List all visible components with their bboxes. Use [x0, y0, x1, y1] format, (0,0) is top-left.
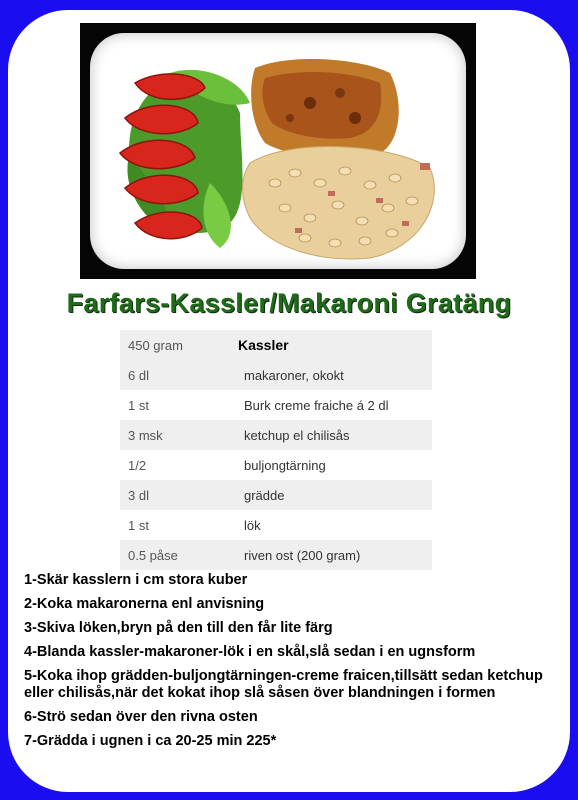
instruction-step: 3-Skiva löken,bryn på den till den får lite färg — [24, 620, 333, 636]
ingredient-quantity: 6 dl — [128, 368, 149, 383]
ingredient-row — [120, 390, 432, 420]
ingredient-quantity: 0.5 påse — [128, 548, 178, 563]
ingredient-quantity: 3 msk — [128, 428, 163, 443]
instruction-step: 4-Blanda kassler-makaroner-lök i en skål,slå sedan i en ugnsform — [24, 644, 476, 660]
ingredient-row — [120, 510, 432, 540]
ingredient-quantity: 1 st — [128, 398, 149, 413]
ingredient-name: Burk creme fraiche á 2 dl — [244, 398, 389, 413]
dish-photo — [80, 23, 476, 279]
ingredient-name: lök — [244, 518, 261, 533]
food-illustration — [90, 33, 466, 269]
ingredient-row — [120, 420, 432, 450]
plate — [90, 33, 466, 269]
ingredient-quantity: 450 gram — [128, 338, 183, 353]
ingredient-row — [120, 360, 432, 390]
instruction-step: 7-Grädda i ugnen i ca 20-25 min 225* — [24, 733, 277, 749]
ingredient-row — [120, 450, 432, 480]
ingredient-row — [120, 330, 432, 360]
ingredients-table — [120, 330, 432, 570]
ingredient-quantity: 3 dl — [128, 488, 149, 503]
ingredient-name: riven ost (200 gram) — [244, 548, 361, 563]
ingredient-name: ketchup el chilisås — [244, 428, 350, 443]
ingredient-name: makaroner, okokt — [244, 368, 344, 383]
ingredient-quantity: 1 st — [128, 518, 149, 533]
instruction-step: 1-Skär kasslern i cm stora kuber — [24, 572, 248, 588]
ingredient-name: grädde — [244, 488, 285, 503]
instructions — [24, 572, 554, 757]
recipe-title: Farfars-Kassler/Makaroni Gratäng — [66, 288, 512, 318]
recipe-card — [8, 10, 570, 792]
gratin — [251, 59, 399, 157]
instruction-step: 6-Strö sedan över den rivna osten — [24, 709, 258, 725]
ingredient-quantity: 1/2 — [128, 458, 147, 473]
ingredient-name: Kassler — [238, 337, 289, 353]
ingredient-name: buljongtärning — [244, 458, 326, 473]
instruction-step: 2-Koka makaronerna enl anvisning — [24, 596, 265, 612]
instruction-step: 5-Koka ihop grädden-buljongtärningen-creme fraicen,tillsätt sedan ketchup eller chilisås,när det kokat ihop slå såsen över blandningen i formen — [24, 668, 543, 701]
ingredient-row — [120, 540, 432, 570]
ingredient-row — [120, 480, 432, 510]
